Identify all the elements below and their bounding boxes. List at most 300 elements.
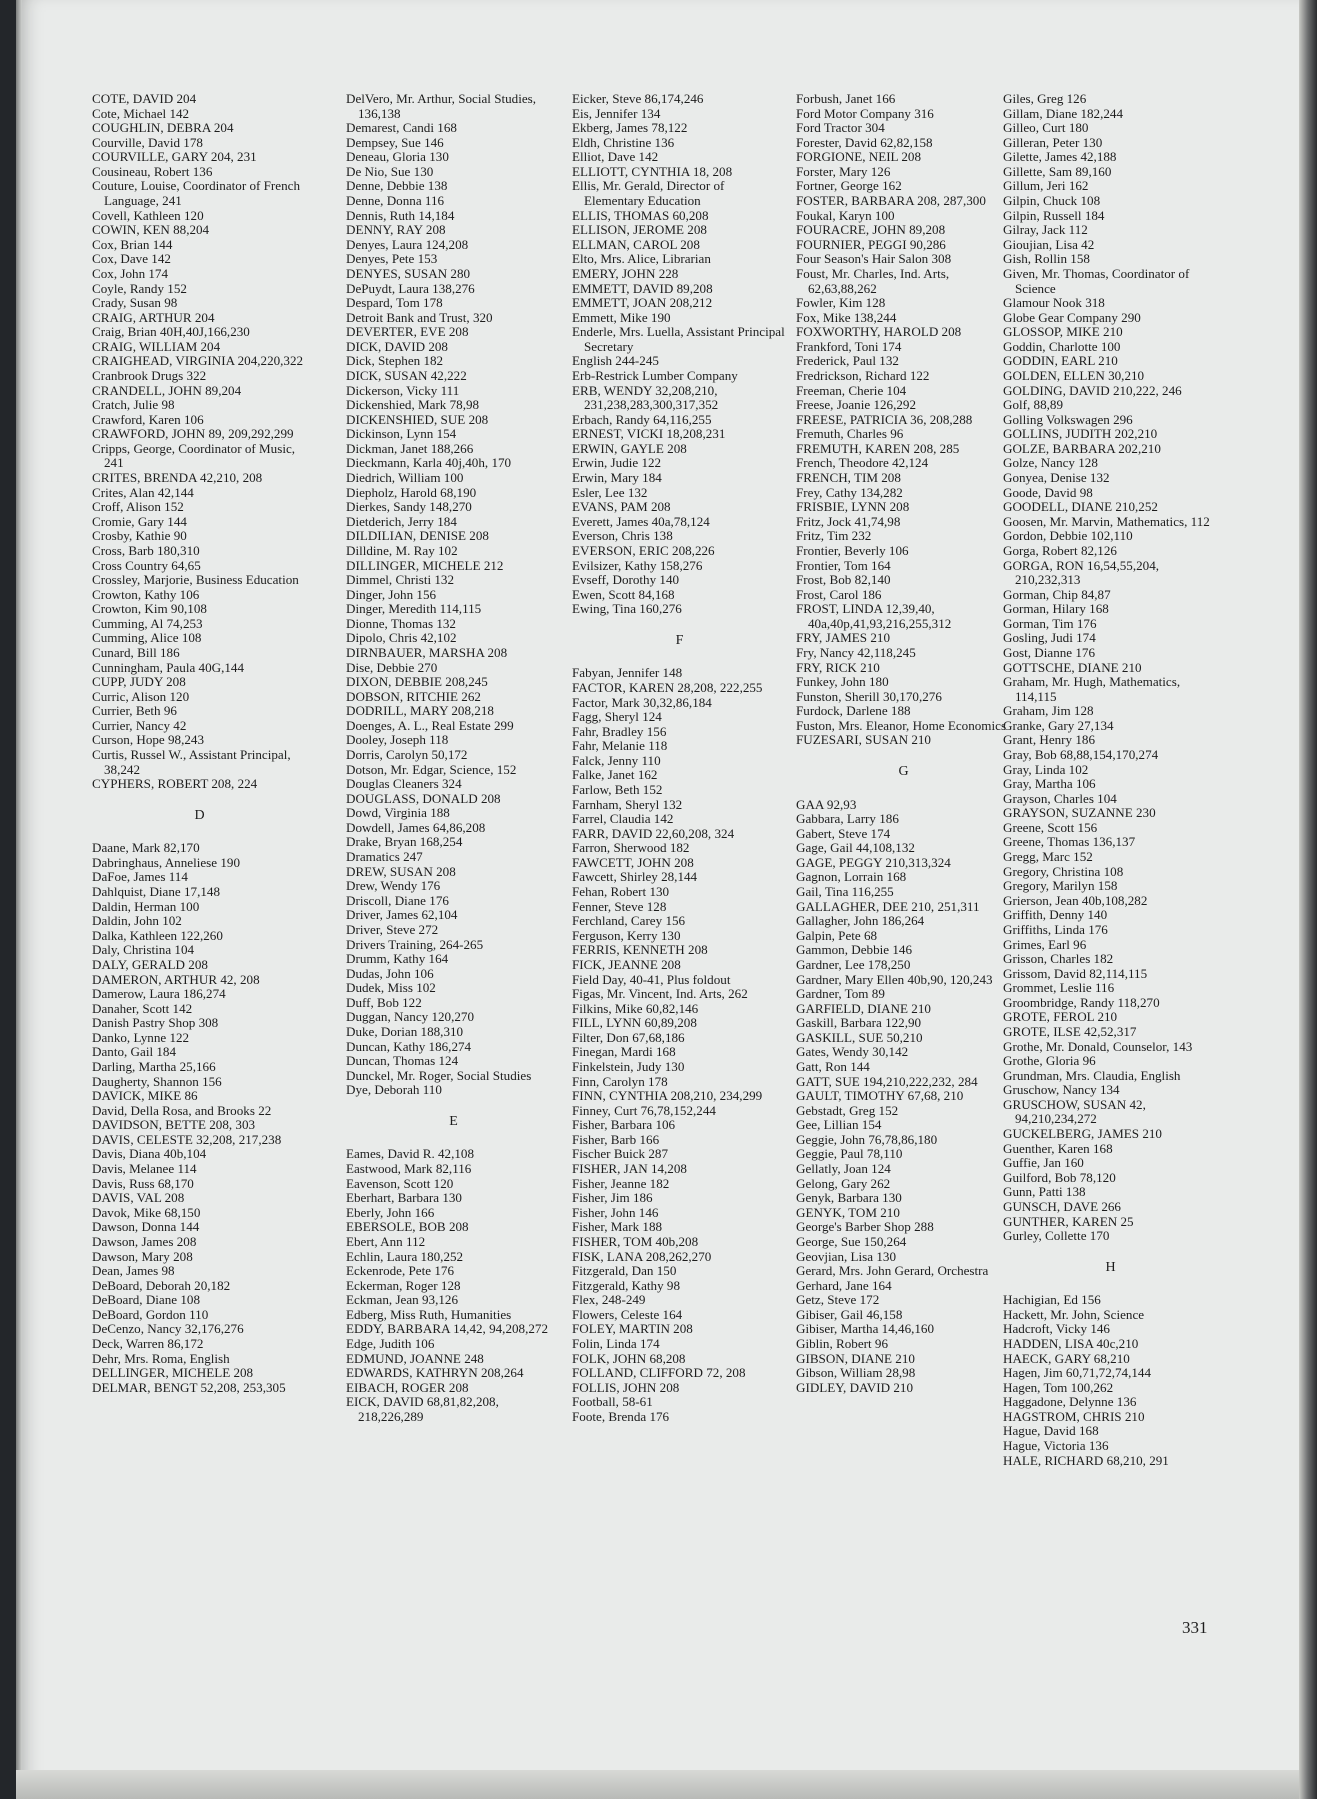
index-entry: GRUSCHOW, SUSAN 42, 94,210,234,272 — [1003, 1096, 1146, 1127]
index-entry: Giblin, Robert 96 — [796, 1335, 889, 1351]
index-entry: Goode, David 98 — [1003, 484, 1093, 500]
index-entry: Erb-Restrick Lumber Company — [572, 367, 738, 383]
index-entry: DelVero, Mr. Arthur, Social Studies, 136,138 — [346, 91, 537, 121]
index-entry: HAECK, GARY 68,210 — [1003, 1350, 1130, 1366]
index-entry: DIXON, DEBBIE 208,245 — [346, 674, 488, 690]
index-entry: EMMETT, DAVID 89,208 — [572, 280, 713, 296]
index-entry: Graham, Mr. Hugh, Mathematics, 114,115 — [1003, 674, 1181, 704]
index-entry: DAMERON, ARTHUR 42, 208 — [92, 971, 260, 987]
index-entry: Gebstadt, Greg 152 — [796, 1102, 899, 1118]
index-entry: GOLLINS, JUDITH 202,210 — [1003, 426, 1158, 442]
index-entry: Grayson, Charles 104 — [1003, 790, 1117, 806]
index-entry: GOTTSCHE, DIANE 210 — [1003, 659, 1142, 675]
index-entry: Eckenrode, Pete 176 — [346, 1263, 454, 1279]
index-entry: Frost, Bob 82,140 — [796, 572, 891, 588]
index-entry: Driver, Steve 272 — [346, 921, 439, 937]
index-entry: COWIN, KEN 88,204 — [92, 222, 210, 238]
index-entry: Cunningham, Paula 40G,144 — [92, 659, 245, 675]
index-entry: Duncan, Kathy 186,274 — [346, 1038, 472, 1054]
index-entry: FICK, JEANNE 208 — [572, 956, 681, 972]
index-entry: GAGE, PEGGY 210,313,324 — [796, 854, 951, 870]
index-entry: DIRNBAUER, MARSHA 208 — [346, 644, 508, 660]
index-entry: Grisson, Charles 182 — [1003, 951, 1114, 967]
index-entry: FOLK, JOHN 68,208 — [572, 1350, 686, 1366]
index-entry: Cranbrook Drugs 322 — [92, 367, 207, 383]
index-entry: Diepholz, Harold 68,190 — [346, 484, 477, 500]
index-entry: Grundman, Mrs. Claudia, English — [1003, 1067, 1181, 1083]
index-entry: Detroit Bank and Trust, 320 — [346, 309, 493, 325]
index-entry: Ford Motor Company 316 — [796, 105, 934, 121]
index-entry: Glamour Nook 318 — [1003, 295, 1105, 311]
index-entry: Dionne, Thomas 132 — [346, 615, 456, 631]
index-entry: GRAYSON, SUZANNE 230 — [1003, 805, 1156, 821]
index-entry: EMMETT, JOAN 208,212 — [572, 295, 713, 311]
index-entry: GOLDING, DAVID 210,222, 246 — [1003, 382, 1182, 398]
index-entry: Finney, Curt 76,78,152,244 — [572, 1102, 716, 1118]
index-entry: Fabyan, Jennifer 148 — [572, 665, 683, 681]
index-entry: DILDILIAN, DENISE 208 — [346, 528, 489, 544]
index-entry: George's Barber Shop 288 — [796, 1219, 934, 1235]
index-entry: DOBSON, RITCHIE 262 — [346, 688, 481, 704]
index-entry: Golf, 88,89 — [1003, 397, 1064, 413]
index-entry: Duggan, Nancy 120,270 — [346, 1009, 475, 1025]
section-letter: H — [1105, 1259, 1116, 1275]
index-entry: Gardner, Lee 178,250 — [796, 956, 911, 972]
index-entry: Frederick, Paul 132 — [796, 353, 899, 369]
index-entry: Gelong, Gary 262 — [796, 1175, 891, 1191]
index-entry: Farnham, Sheryl 132 — [572, 796, 683, 812]
index-entry: ELLIS, THOMAS 60,208 — [572, 207, 709, 223]
index-entry: Forster, Mary 126 — [796, 163, 891, 179]
index-entry: ERNEST, VICKI 18,208,231 — [572, 426, 726, 442]
index-column-1 — [92, 92, 307, 1395]
index-entry: Denne, Debbie 138 — [346, 178, 448, 194]
index-entry: GENYK, TOM 210 — [796, 1204, 900, 1220]
index-entry: DENNY, RAY 208 — [346, 222, 446, 238]
index-entry: Dramatics 247 — [346, 849, 423, 865]
index-entry: Dooley, Joseph 118 — [346, 732, 449, 748]
index-entry: Gurley, Collette 170 — [1003, 1228, 1110, 1244]
index-entry: Curtis, Russel W., Assistant Principal, 38,242 — [92, 747, 291, 777]
index-entry: Hagen, Jim 60,71,72,74,144 — [1003, 1365, 1152, 1381]
index-entry: George, Sue 150,264 — [796, 1233, 907, 1249]
index-entry: DAVICK, MIKE 86 — [92, 1088, 198, 1104]
index-entry: Gates, Wendy 30,142 — [796, 1044, 909, 1060]
index-entry: DePuydt, Laura 138,276 — [346, 280, 475, 296]
index-entry: Daane, Mark 82,170 — [92, 840, 200, 856]
index-entry: Gray, Martha 106 — [1003, 776, 1096, 792]
index-entry: Dise, Debbie 270 — [346, 659, 438, 675]
index-entry: Ekberg, James 78,122 — [572, 120, 688, 136]
index-entry: Farrel, Claudia 142 — [572, 811, 674, 827]
index-entry: Dinger, John 156 — [346, 586, 437, 602]
index-entry: Forester, David 62,82,158 — [796, 134, 933, 150]
index-entry: FOXWORTHY, HAROLD 208 — [796, 324, 962, 340]
index-entry: ELLMAN, CAROL 208 — [572, 236, 700, 252]
index-entry: Dickinson, Lynn 154 — [346, 426, 457, 442]
index-entry: CRAWFORD, JOHN 89, 209,292,299 — [92, 426, 294, 442]
index-entry: ELLIOTT, CYNTHIA 18, 208 — [572, 163, 733, 179]
index-entry: Dunckel, Mr. Roger, Social Studies — [346, 1067, 532, 1083]
index-entry: Dawson, Mary 208 — [92, 1248, 193, 1264]
index-entry: Gibson, William 28,98 — [796, 1365, 916, 1381]
index-entry: Danko, Lynne 122 — [92, 1029, 190, 1045]
index-entry: Gray, Bob 68,88,154,170,274 — [1003, 747, 1159, 763]
index-entry: Danaher, Scott 142 — [92, 1000, 193, 1016]
index-entry: Gorman, Chip 84,87 — [1003, 586, 1111, 602]
index-entry: Funston, Sherill 30,170,276 — [796, 688, 942, 704]
index-entry: Driscoll, Diane 176 — [346, 892, 449, 908]
index-entry: Currier, Beth 96 — [92, 703, 177, 719]
index-entry: Crawford, Karen 106 — [92, 411, 204, 427]
index-entry: Fisher, Jim 186 — [572, 1190, 653, 1206]
index-entry: Frontier, Tom 164 — [796, 557, 891, 573]
index-column-3 — [572, 92, 787, 1424]
index-entry: Gordon, Debbie 102,110 — [1003, 528, 1133, 544]
index-entry: Fagg, Sheryl 124 — [572, 709, 662, 725]
section-letter: E — [449, 1113, 458, 1129]
index-entry: GUCKELBERG, JAMES 210 — [1003, 1126, 1162, 1142]
index-entry: FINN, CYNTHIA 208,210, 234,299 — [572, 1088, 763, 1104]
index-entry: Cumming, Alice 108 — [92, 630, 202, 646]
index-entry: FOURNIER, PEGGI 90,286 — [796, 236, 946, 252]
index-entry: GOLDEN, ELLEN 30,210 — [1003, 367, 1145, 383]
index-entry: Eckerman, Roger 128 — [346, 1277, 461, 1293]
index-entry: Dean, James 98 — [92, 1263, 175, 1279]
index-entry: Davok, Mike 68,150 — [92, 1204, 201, 1220]
index-entry: Frontier, Beverly 106 — [796, 542, 909, 558]
index-entry: Gabert, Steve 174 — [796, 825, 891, 841]
index-entry: GROTE, ILSE 42,52,317 — [1003, 1024, 1137, 1039]
index-entry: Dehr, Mrs. Roma, English — [92, 1350, 230, 1366]
index-entry: GUNSCH, DAVE 266 — [1003, 1198, 1121, 1214]
index-entry: Gunn, Patti 138 — [1003, 1184, 1086, 1200]
index-entry: Couture, Louise, Coordinator of French Language, 241 — [92, 178, 301, 209]
index-entry: Farlow, Beth 152 — [572, 782, 663, 798]
index-entry: Guilford, Bob 78,120 — [1003, 1169, 1116, 1185]
index-entry: Gagnon, Lorrain 168 — [796, 869, 907, 885]
index-entry: GIDLEY, DAVID 210 — [796, 1379, 913, 1395]
index-entry: GOODELL, DIANE 210,252 — [1003, 499, 1158, 515]
index-entry: Dudas, John 106 — [346, 965, 434, 981]
index-entry: EDDY, BARBARA 14,42, 94,208,272 — [346, 1321, 549, 1337]
index-entry: FOLEY, MARTIN 208 — [572, 1321, 693, 1337]
index-entry: FAWCETT, JOHN 208 — [572, 854, 694, 870]
index-entry: Eames, David R. 42,108 — [346, 1146, 475, 1162]
index-entry: Hague, Victoria 136 — [1003, 1438, 1109, 1454]
index-entry: Greene, Scott 156 — [1003, 819, 1098, 835]
index-entry: Globe Gear Company 290 — [1003, 309, 1141, 325]
index-entry: Farron, Sherwood 182 — [572, 840, 690, 856]
index-entry: Factor, Mark 30,32,86,184 — [572, 694, 712, 710]
index-entry: Fritz, Jock 41,74,98 — [796, 513, 901, 529]
index-entry: Edge, Judith 106 — [346, 1335, 435, 1351]
index-entry: Finkelstein, Judy 130 — [572, 1059, 685, 1074]
index-entry: DICKENSHIED, SUE 208 — [346, 411, 489, 427]
index-entry: Crosby, Kathie 90 — [92, 528, 187, 544]
index-entry: EBERSOLE, BOB 208 — [346, 1219, 469, 1235]
index-entry: Drumm, Kathy 164 — [346, 951, 449, 967]
index-entry: CYPHERS, ROBERT 208, 224 — [92, 776, 258, 792]
index-entry: Demarest, Candi 168 — [346, 120, 457, 136]
index-entry: ERB, WENDY 32,208,210, 231,238,283,300,317,352 — [572, 382, 719, 413]
index-entry: Davis, Russ 68,170 — [92, 1175, 194, 1191]
index-entry: Gee, Lillian 154 — [796, 1117, 882, 1133]
index-entry: Davis, Melanee 114 — [92, 1161, 197, 1177]
index-entry: Erwin, Mary 184 — [572, 470, 662, 486]
index-entry: Davis, Diana 40b,104 — [92, 1146, 207, 1162]
index-entry: Fenner, Steve 128 — [572, 898, 667, 914]
index-entry: Doenges, A. L., Real Estate 299 — [346, 717, 514, 733]
index-entry: GAULT, TIMOTHY 67,68, 210 — [796, 1088, 964, 1104]
index-entry: EIBACH, ROGER 208 — [346, 1379, 469, 1395]
index-entry: De Nio, Sue 130 — [346, 163, 434, 179]
index-entry: DeBoard, Gordon 110 — [92, 1306, 209, 1322]
index-entry: Dieckmann, Karla 40j,40h, 170 — [346, 455, 512, 471]
page-bottom-edge — [16, 1770, 1299, 1799]
index-entry: EVERSON, ERIC 208,226 — [572, 542, 715, 558]
index-entry: Gost, Dianne 176 — [1003, 644, 1096, 660]
index-entry: FILL, LYNN 60,89,208 — [572, 1015, 697, 1031]
index-entry: Graham, Jim 128 — [1003, 703, 1094, 719]
index-entry: Grissom, David 82,114,115 — [1003, 965, 1148, 981]
index-entry: Craig, Brian 40H,40J,166,230 — [92, 324, 250, 340]
index-entry: David, Della Rosa, and Brooks 22 — [92, 1102, 272, 1118]
index-entry: Fritz, Tim 232 — [796, 528, 872, 544]
index-entry: Fahr, Bradley 156 — [572, 723, 667, 739]
index-entry: DAVIS, CELESTE 32,208, 217,238 — [92, 1131, 282, 1147]
index-entry: Deck, Warren 86,172 — [92, 1335, 204, 1351]
index-entry: Dowdell, James 64,86,208 — [346, 819, 486, 835]
index-entry: EDWARDS, KATHRYN 208,264 — [346, 1365, 524, 1381]
index-entry: Dudek, Miss 102 — [346, 980, 436, 996]
index-entry: Geovjian, Lisa 130 — [796, 1248, 896, 1264]
page-number: 331 — [1182, 1618, 1208, 1637]
index-entry: DICK, DAVID 208 — [346, 338, 448, 354]
index-entry: Field Day, 40-41, Plus foldout — [572, 971, 731, 987]
index-entry: Gail, Tina 116,255 — [796, 884, 894, 900]
index-entry: Fortner, George 162 — [796, 178, 902, 194]
index-entry: Cox, John 174 — [92, 265, 169, 281]
index-entry: Deneau, Gloria 130 — [346, 149, 449, 165]
index-entry: EDMUND, JOANNE 248 — [346, 1350, 484, 1366]
index-entry: Cox, Brian 144 — [92, 236, 173, 252]
index-entry: Dietderich, Jerry 184 — [346, 513, 457, 529]
index-entry: CRAIG, WILLIAM 204 — [92, 338, 221, 354]
index-entry: Dabringhaus, Anneliese 190 — [92, 854, 241, 870]
index-entry: GODDIN, EARL 210 — [1003, 353, 1118, 369]
index-entry: Granke, Gary 27,134 — [1003, 717, 1114, 733]
index-entry: Giles, Greg 126 — [1003, 91, 1087, 106]
index-entry: FISK, LANA 208,262,270 — [572, 1248, 712, 1264]
index-entry: Drivers Training, 264-265 — [346, 936, 484, 952]
index-entry: HAGSTROM, CHRIS 210 — [1003, 1408, 1145, 1424]
index-entry: Edberg, Miss Ruth, Humanities — [346, 1306, 512, 1322]
index-entry: Curric, Alison 120 — [92, 688, 190, 704]
index-entry: FOSTER, BARBARA 208, 287,300 — [796, 193, 986, 209]
index-entry: EMERY, JOHN 228 — [572, 265, 679, 281]
index-entry: Dowd, Virginia 188 — [346, 805, 450, 821]
index-entry: Grant, Henry 186 — [1003, 732, 1095, 748]
index-entry: Gardner, Tom 89 — [796, 986, 885, 1002]
index-entry: Filter, Don 67,68,186 — [572, 1029, 685, 1045]
index-entry: Gilleran, Peter 130 — [1003, 134, 1103, 150]
index-entry: Freese, Joanie 126,292 — [796, 397, 916, 413]
index-entry: Grothe, Mr. Donald, Counselor, 143 — [1003, 1038, 1193, 1054]
index-entry: Dennis, Ruth 14,184 — [346, 207, 455, 223]
index-entry: Greene, Thomas 136,137 — [1003, 834, 1136, 850]
index-entry: Gillam, Diane 182,244 — [1003, 105, 1124, 121]
index-entry: Eavenson, Scott 120 — [346, 1175, 454, 1191]
index-entry: Dimmel, Christi 132 — [346, 572, 455, 588]
index-entry: Gammon, Debbie 146 — [796, 942, 913, 958]
index-entry: Daugherty, Shannon 156 — [92, 1073, 222, 1089]
index-entry: Gibiser, Gail 46,158 — [796, 1306, 903, 1322]
index-column-4 — [796, 92, 1011, 1395]
index-entry: Currier, Nancy 42 — [92, 717, 187, 733]
index-entry: Hagen, Tom 100,262 — [1003, 1379, 1114, 1395]
index-entry: DEVERTER, EVE 208 — [346, 324, 469, 340]
index-entry: Ellis, Mr. Gerald, Director of Elementary Education — [572, 178, 725, 209]
index-entry: English 244-245 — [572, 353, 659, 369]
index-entry: Daldin, Herman 100 — [92, 898, 200, 914]
index-entry: Ford Tractor 304 — [796, 120, 885, 136]
index-entry: Griffiths, Linda 176 — [1003, 921, 1108, 937]
index-entry: Furdock, Darlene 188 — [796, 703, 911, 719]
index-entry: Gosling, Judi 174 — [1003, 630, 1096, 646]
index-entry: Gregory, Marilyn 158 — [1003, 878, 1118, 894]
index-entry: DODRILL, MARY 208,218 — [346, 703, 494, 719]
index-entry: Freeman, Cherie 104 — [796, 382, 907, 398]
index-entry: Courville, David 178 — [92, 134, 203, 150]
index-entry: Hadcroft, Vicky 146 — [1003, 1321, 1110, 1337]
index-entry: Dotson, Mr. Edgar, Science, 152 — [346, 761, 517, 777]
index-entry: Gillum, Jeri 162 — [1003, 178, 1089, 194]
index-entry: Gatt, Ron 144 — [796, 1059, 870, 1074]
index-entry: COURVILLE, GARY 204, 231 — [92, 149, 257, 165]
index-entry: DICK, SUSAN 42,222 — [346, 367, 467, 383]
index-entry: Esler, Lee 132 — [572, 484, 648, 500]
index-entry: Grothe, Gloria 96 — [1003, 1053, 1096, 1069]
index-entry: Dye, Deborah 110 — [346, 1082, 442, 1098]
index-entry: DENYES, SUSAN 280 — [346, 265, 471, 281]
index-entry: Cratch, Julie 98 — [92, 397, 175, 413]
index-entry: Guenther, Karen 168 — [1003, 1140, 1113, 1156]
index-entry: GALLAGHER, DEE 210, 251,311 — [796, 898, 980, 914]
index-entry: Despard, Tom 178 — [346, 295, 443, 311]
index-entry: FRY, JAMES 210 — [796, 630, 890, 646]
index-entry: Eckman, Jean 93,126 — [346, 1292, 458, 1308]
index-entry: Griffith, Denny 140 — [1003, 907, 1108, 923]
index-entry: FOURACRE, JOHN 89,208 — [796, 222, 946, 238]
index-entry: Eberhart, Barbara 130 — [346, 1190, 462, 1206]
index-entry: Everson, Chris 138 — [572, 528, 673, 544]
index-entry: Fisher, Mark 188 — [572, 1219, 663, 1235]
index-entry: Everett, James 40a,78,124 — [572, 513, 710, 529]
index-entry: Curson, Hope 98,243 — [92, 732, 205, 748]
index-entry: FISHER, JAN 14,208 — [572, 1161, 687, 1177]
index-entry: Hackett, Mr. John, Science — [1003, 1306, 1145, 1322]
index-entry: Grierson, Jean 40b,108,282 — [1003, 892, 1148, 908]
index-entry: Erwin, Judie 122 — [572, 455, 662, 471]
index-entry: Erbach, Randy 64,116,255 — [572, 411, 712, 427]
index-entry: Cumming, Al 74,253 — [92, 615, 203, 631]
index-entry: Fisher, Barbara 106 — [572, 1117, 676, 1133]
index-entry: DREW, SUSAN 208 — [346, 863, 456, 879]
index-entry: FARR, DAVID 22,60,208, 324 — [572, 825, 735, 841]
index-entry: Croff, Alison 152 — [92, 499, 184, 515]
index-entry: DOUGLASS, DONALD 208 — [346, 790, 501, 806]
index-entry: Emmett, Mike 190 — [572, 309, 671, 325]
index-entry: Finn, Carolyn 178 — [572, 1073, 668, 1089]
index-entry: Eicker, Steve 86,174,246 — [572, 91, 704, 106]
index-entry: Gruschow, Nancy 134 — [1003, 1082, 1120, 1098]
index-entry: CRANDELL, JOHN 89,204 — [92, 382, 242, 398]
index-entry: French, Theodore 42,124 — [796, 455, 929, 471]
section-letter: G — [898, 764, 909, 780]
book-spine-shadow — [16, 0, 22, 1799]
index-entry: GIBSON, DIANE 210 — [796, 1350, 915, 1366]
index-entry: Forbush, Janet 166 — [796, 91, 896, 106]
index-entry: Gibiser, Martha 14,46,160 — [796, 1321, 935, 1337]
index-entry: Grimes, Earl 96 — [1003, 936, 1087, 952]
index-entry: DELMAR, BENGT 52,208, 253,305 — [92, 1379, 286, 1395]
index-entry: Guffie, Jan 160 — [1003, 1155, 1084, 1171]
index-entry: FORGIONE, NEIL 208 — [796, 149, 921, 165]
index-entry: Eis, Jennifer 134 — [572, 105, 661, 121]
index-entry: Cox, Dave 142 — [92, 251, 171, 267]
index-entry: FREMUTH, KAREN 208, 285 — [796, 440, 960, 456]
index-entry: Fahr, Melanie 118 — [572, 738, 668, 754]
index-entry: Geggie, Paul 78,110 — [796, 1146, 903, 1162]
index-entry: COTE, DAVID 204 — [92, 91, 197, 106]
index-entry: Enderle, Mrs. Luella, Assistant Principal Secretary — [572, 324, 785, 354]
index-entry: DeBoard, Diane 108 — [92, 1292, 200, 1308]
index-entry: GASKILL, SUE 50,210 — [796, 1029, 923, 1045]
index-entry: Dickerson, Vicky 111 — [346, 382, 460, 398]
index-entry: Fawcett, Shirley 28,144 — [572, 869, 698, 885]
index-entry: Fischer Buick 287 — [572, 1146, 669, 1162]
section-letter: D — [194, 807, 205, 823]
index-entry: DAVIS, VAL 208 — [92, 1190, 185, 1206]
index-entry: Grommet, Leslie 116 — [1003, 980, 1115, 996]
index-entry: Cromie, Gary 144 — [92, 513, 187, 529]
index-entry: Fitzgerald, Kathy 98 — [572, 1277, 680, 1293]
index-entry: Eldh, Christine 136 — [572, 134, 675, 150]
index-entry: Dalka, Kathleen 122,260 — [92, 927, 223, 943]
index-entry: Diedrich, William 100 — [346, 470, 464, 486]
index-entry: Galpin, Pete 68 — [796, 927, 878, 943]
index-entry: Evilsizer, Kathy 158,276 — [572, 557, 703, 573]
index-entry: CRAIGHEAD, VIRGINIA 204,220,322 — [92, 353, 304, 369]
index-entry: Fredrickson, Richard 122 — [796, 367, 930, 383]
page-edge — [1299, 0, 1317, 1799]
index-entry: Dawson, Donna 144 — [92, 1219, 200, 1235]
index-entry: Golze, Nancy 128 — [1003, 455, 1098, 471]
index-entry: FISHER, TOM 40b,208 — [572, 1233, 699, 1249]
index-entry: Coyle, Randy 152 — [92, 280, 187, 296]
index-entry: Falck, Jenny 110 — [572, 752, 661, 768]
index-entry: CRAIG, ARTHUR 204 — [92, 309, 215, 325]
index-entry: Hague, David 168 — [1003, 1423, 1099, 1439]
index-entry: Eberly, John 166 — [346, 1204, 435, 1220]
index-entry: DeCenzo, Nancy 32,176,276 — [92, 1321, 244, 1337]
index-entry: Elliot, Dave 142 — [572, 149, 659, 165]
index-entry: EICK, DAVID 68,81,82,208, 218,226,289 — [346, 1394, 499, 1424]
index-entry: Damerow, Laura 186,274 — [92, 986, 226, 1002]
index-entry: FRISBIE, LYNN 208 — [796, 499, 910, 515]
index-entry: Gellatly, Joan 124 — [796, 1161, 891, 1177]
